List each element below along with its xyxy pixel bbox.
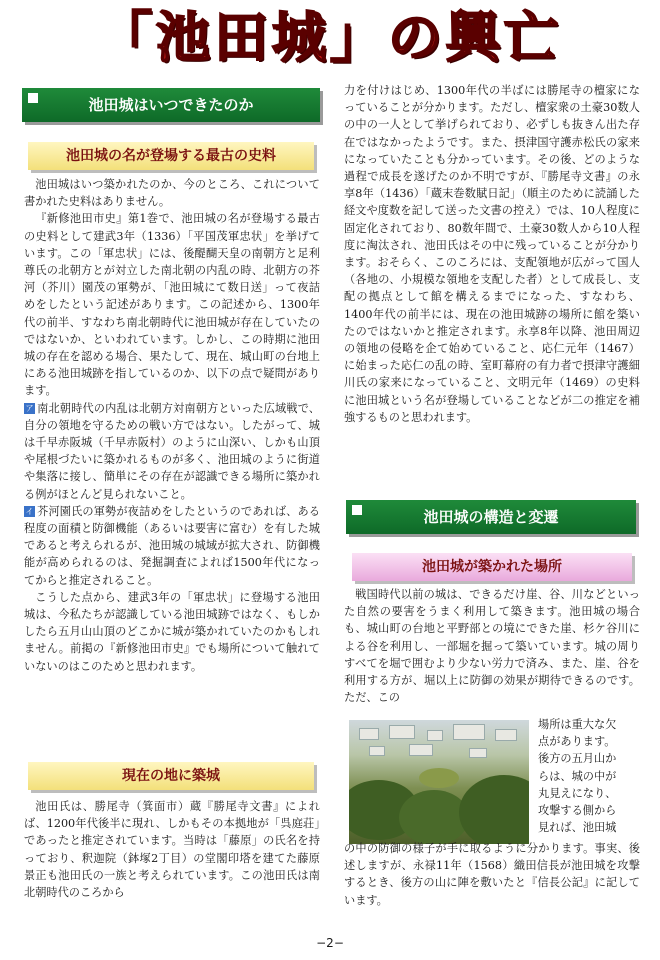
text-line: 場所は重大な欠 xyxy=(538,718,617,731)
note-item-a xyxy=(24,400,320,503)
text-line: らは、城の中が xyxy=(538,769,617,783)
square-bullet-icon xyxy=(28,93,38,103)
text-line: 見れば、池田城 xyxy=(538,821,617,835)
subheading-build-site: 現在の地に築城 xyxy=(28,762,314,790)
paragraph: 力を付けはじめ、1300年代の半ばには勝尾寺の檀家になっていることが分かります。ただし、檀家衆の土豪30数人の中の一人として挙げられており、必ずしも抜きん出た存在ではなかったようです。また、摂津国守護赤松氏の家来になっていたことも分かっています。その後、どのような過程で成長を遂げたのか不明ですが、『勝尾寺文書』の永享8年（1436）「蔵末巻数賦日記」（順主のために読誦した経文や度数を記して送った文書の控え）では、10人程度に固定化されており、80数年間で、土豪30数人から10人程度に淘汰され、池田氏はその中に残っていることが分かります。おそらく、このころには、支配領地が広がって国人（各地の、小規模な領地を支配した者）として成長し、支配の拠点として館を構えるまでになった、すなわち、1400年代の前半には、現在の池田城跡の場所に館を築いたのではないかと推定されます。永享8年以降、池田周辺の領地の侵略を企て始めていること、応仁元年（1467）に始まった応仁の乱の時、室町幕府の有力者で摂津守護細川氏の家来になっていること、文明元年（1469）の史料に池田城という名が登場していることなどが二の推定を補強するものと思われます。 xyxy=(344,84,640,424)
section-header-structure xyxy=(346,500,636,534)
subheading-castle-location: 池田城が築かれた場所 xyxy=(352,553,632,581)
photo-side-text xyxy=(538,716,642,836)
text-line: 点があります。 xyxy=(538,735,616,749)
right-body-2b xyxy=(344,840,640,909)
page-number: −2− xyxy=(316,936,344,950)
paragraph: 池田城はいつ築かれたのか、今のところ、これについて書かれた史料はありません。 xyxy=(24,178,320,209)
note-text: 芥河園氏の軍勢が夜詰めをしたというのであれば、ある程度の面積と防御機能（あるいは要害に富む）を有した城であると考えられるが、池田城の城域が拡大され、防御機能が高められるのは、発掘調査によれば1500年代になってからと推定されること。 xyxy=(24,504,320,587)
paragraph: こうした点から、建武3年の「軍忠状」に登場する池田城は、今私たちが認識している池田城跡ではなく、もしかしたら五月山山頂のどこかに城が築かれていたのかもしれません。前掲の『新修池田市史』でも場所について触れていないのはこのためと思われます。 xyxy=(24,590,320,673)
paragraph: 戦国時代以前の城は、できるだけ崖、谷、川などといった自然の要害をうまく利用して築きます。池田城の場合も、城山町の台地と平野部との境にできた崖、杉ケ谷川による谷を利用し、一部堀を掘って築いています。城の周りすべてを堀で囲むより少ない労力で済み、また、崖、谷を利用する方が、堀以上に防御の効果が期待できるのです。ただ、この xyxy=(344,588,640,705)
note-text: 南北朝時代の内乱は北朝方対南朝方といった広域戦で、自分の領地を守るための戦い方ではない。したがって、城は千早赤阪城（千早赤阪村）のように山深い、しかも山頂や尾根づたいに築かれるものが多く、池田城のように街道や集落に接し、簡単にその存在が認識できる場所に築かれる例がほとんど見られないこと。 xyxy=(24,401,320,501)
left-body-1 xyxy=(24,176,320,675)
square-bullet-icon xyxy=(352,505,362,515)
text-line: 丸見えになり、 xyxy=(538,786,617,800)
note-marker-icon: ア xyxy=(25,404,34,414)
paragraph: 池田氏は、勝尾寺（箕面市）蔵『勝尾寺文書』によれば、1200年代後半に現れ、しかもその本拠地が「呉庭荘」であったと推定されています。当時は「藤原」の氏名を持っており、釈迦院（鉢塚2丁目）の堂閣印塔を建てた藤原景正も池田氏の一族と考えられています。この池田氏は南北朝時代のころから xyxy=(24,800,320,900)
note-item-b xyxy=(24,503,320,589)
section-header-label: 池田城はいつできたのか xyxy=(88,96,254,114)
text-line: 後方の五月山か xyxy=(538,752,617,766)
paragraph: 『新修池田市史』第1巻で、池田城の名が登場する最古の史料として建武3年（1336）「平国茂軍忠状」を挙げています。この「軍忠状」には、後醍醐天皇の南朝方と足利尊氏の北朝方とが対立した南北朝の内乱の時、北朝方の芥河（芥川）園茂の軍勢が、「池田城にて数日送」って夜詰めをしたという記述があります。この記述から、1300年代の前半、すなわち南北朝時代に池田城が存在していたのではないか、といわれています。しかし、この時期に池田城の存在を認める場合、果たして、現在、城山町の台地上にある池田城跡を指しているのか、以下の点で疑問があります。 xyxy=(24,212,320,398)
section-header-when-built xyxy=(22,88,320,122)
subheading-oldest-record: 池田城の名が登場する最古の史料 xyxy=(28,142,314,170)
note-marker-icon: イ xyxy=(25,507,34,517)
paragraph: の中の防御の様子が手に取るように分かります。事実、後述しますが、永禄11年（1568）織田信長が池田城を攻撃するとき、後方の山に陣を敷いたと『信長公記』に記しています。 xyxy=(344,842,640,907)
castle-site-photo xyxy=(349,720,529,844)
section-header-label: 池田城の構造と変遷 xyxy=(423,508,559,526)
right-body-1 xyxy=(344,82,640,426)
left-body-2 xyxy=(24,798,320,901)
text-line: 攻撃する側から xyxy=(538,804,617,818)
page-title: 「池田城」の興亡 xyxy=(98,6,562,69)
right-body-2a xyxy=(344,586,640,706)
